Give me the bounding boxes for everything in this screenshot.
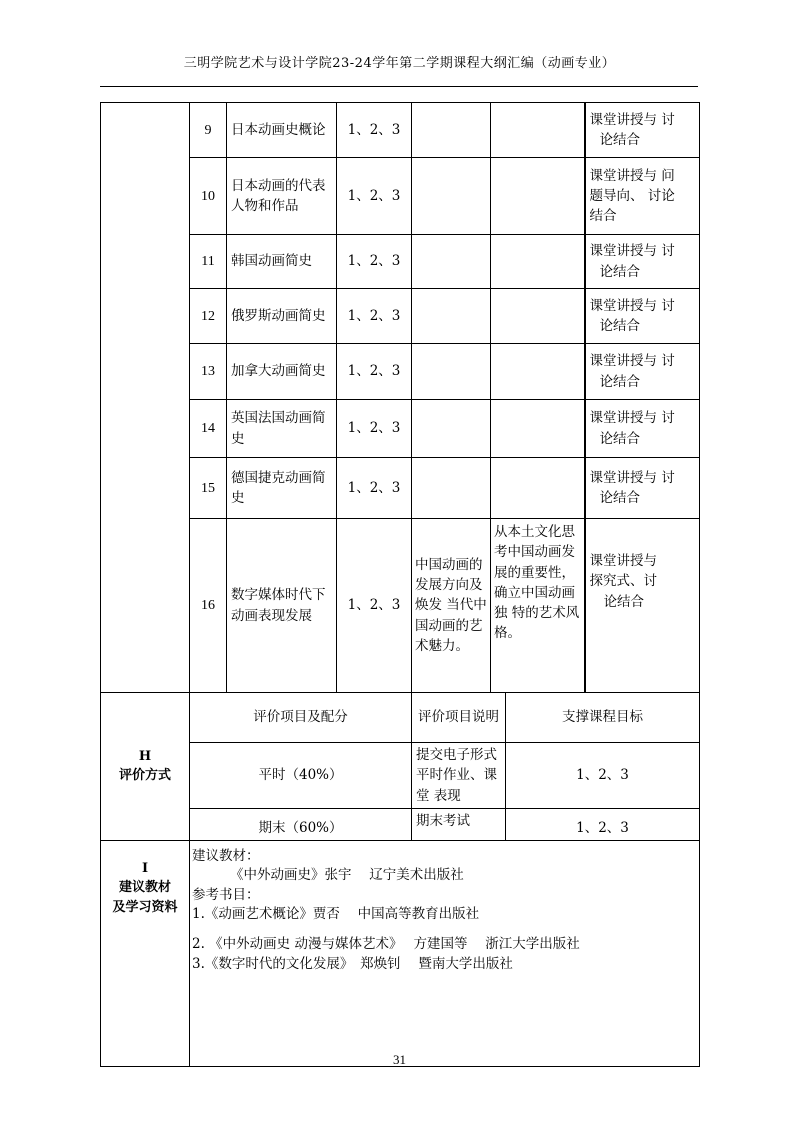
row-topic: 加拿大动画简史	[227, 344, 337, 400]
evaluation-header-desc: 评价项目说明	[412, 693, 506, 743]
page-number: 31	[393, 1052, 406, 1067]
row-number: 15	[190, 458, 227, 519]
page-header: 三明学院艺术与设计学院23-24学年第二学期课程大纲汇编（动画专业）	[183, 56, 616, 71]
row-topic: 数字媒体时代下 动画表现发展	[227, 519, 337, 693]
row-goals: 1、2、3	[337, 344, 412, 400]
row-goals: 1、2、3	[337, 519, 412, 693]
row-content	[412, 158, 491, 235]
schedule-row	[101, 519, 700, 693]
row-ideology	[491, 289, 585, 344]
row-teaching-mode: 课堂讲授与 讨 论结合	[585, 458, 700, 519]
evaluation-header-goal: 支撑课程目标	[506, 693, 700, 743]
row-goals: 1、2、3	[337, 235, 412, 289]
row-goals: 1、2、3	[337, 103, 412, 158]
textbook-item: 《中外动画史》张宇 辽宁美术出版社	[230, 867, 464, 884]
header-rule	[100, 86, 698, 87]
row-number: 11	[190, 235, 227, 289]
row-teaching-mode: 课堂讲授与 讨 论结合	[585, 344, 700, 400]
row-number: 10	[190, 158, 227, 235]
row-number: 9	[190, 103, 227, 158]
row-content	[412, 458, 491, 519]
row-topic: 韩国动画简史	[227, 235, 337, 289]
evaluation-item: 平时（40%）	[190, 743, 412, 809]
evaluation-item: 期末（60%）	[190, 808, 412, 840]
evaluation-goal: 1、2、3	[506, 808, 700, 840]
row-topic: 德国捷克动画简 史	[227, 458, 337, 519]
row-ideology	[491, 344, 585, 400]
row-goals: 1、2、3	[337, 458, 412, 519]
row-content	[412, 289, 491, 344]
schedule-row	[101, 235, 700, 289]
row-goals: 1、2、3	[337, 400, 412, 458]
section-g-blank-cell	[101, 103, 190, 693]
row-number: 13	[190, 344, 227, 400]
reference-item: 2. 《中外动画史 动漫与媒体艺术》 方建国等 浙江大学出版社	[192, 936, 580, 952]
row-content	[412, 344, 491, 400]
schedule-row	[101, 158, 700, 235]
row-teaching-mode: 课堂讲授与 讨 论结合	[585, 289, 700, 344]
schedule-row	[101, 400, 700, 458]
row-teaching-mode: 课堂讲授与 问 题导向、 讨论 结合	[585, 158, 700, 235]
reference-item: 1.《动画艺术概论》贾否 中国高等教育出版社	[192, 906, 480, 923]
schedule-row	[101, 103, 700, 158]
resources-section-label: I 建议教材 及学习资料	[101, 840, 190, 1066]
row-ideology: 从本土文化思 考中国动画发 展的重要性，确立中国动画独 特的艺术风格。	[491, 519, 585, 693]
row-goals: 1、2、3	[337, 289, 412, 344]
row-content	[412, 235, 491, 289]
textbook-heading: 建议教材：	[192, 847, 260, 864]
row-topic: 日本动画史概论	[227, 103, 337, 158]
syllabus-table	[100, 102, 700, 1067]
row-teaching-mode: 课堂讲授与 讨 论结合	[585, 235, 700, 289]
row-ideology	[491, 400, 585, 458]
evaluation-row	[101, 808, 700, 840]
row-teaching-mode: 课堂讲授与 讨 论结合	[585, 400, 700, 458]
reference-heading: 参考书目：	[192, 886, 260, 903]
row-content	[412, 400, 491, 458]
row-goals: 1、2、3	[337, 158, 412, 235]
row-topic: 日本动画的代表 人物和作品	[227, 158, 337, 235]
row-teaching-mode: 课堂讲授与 讨 论结合	[585, 103, 700, 158]
evaluation-desc: 提交电子形式平时作业、课堂 表现	[412, 743, 506, 809]
row-number: 12	[190, 289, 227, 344]
schedule-row	[101, 458, 700, 519]
row-ideology	[491, 158, 585, 235]
evaluation-section-label: H 评价方式	[101, 693, 190, 841]
row-ideology	[491, 103, 585, 158]
evaluation-row	[101, 743, 700, 809]
row-content: 中国动画的发展方向及焕发 当代中国动画的艺术魅力。	[412, 519, 491, 693]
row-topic: 俄罗斯动画简史	[227, 289, 337, 344]
row-ideology	[491, 458, 585, 519]
evaluation-header-row	[101, 693, 700, 743]
reference-item: 3.《数字时代的文化发展》 郑焕钊 暨南大学出版社	[192, 955, 513, 972]
row-number: 14	[190, 400, 227, 458]
row-ideology	[491, 235, 585, 289]
row-teaching-mode: 课堂讲授与 探究式、讨 论结合	[585, 519, 700, 693]
row-content	[412, 103, 491, 158]
evaluation-goal: 1、2、3	[506, 743, 700, 809]
row-topic: 英国法国动画简 史	[227, 400, 337, 458]
evaluation-header-item: 评价项目及配分	[190, 693, 412, 743]
row-number: 16	[190, 519, 227, 693]
evaluation-desc: 期末考试	[412, 808, 506, 840]
schedule-row	[101, 344, 700, 400]
resources-row	[101, 840, 700, 1066]
resources-content	[190, 840, 700, 1066]
schedule-row	[101, 289, 700, 344]
